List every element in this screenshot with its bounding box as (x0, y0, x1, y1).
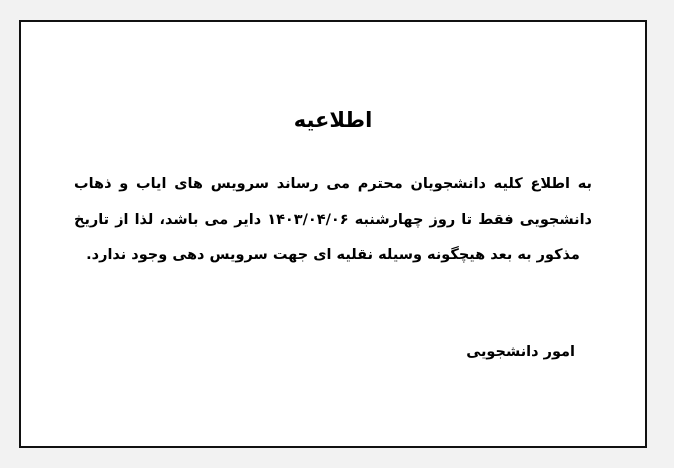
notice-sheet (19, 20, 647, 448)
notice-signature: امور دانشجویی (466, 344, 575, 360)
page-title: اطلاعیه (293, 108, 373, 132)
notice-body-text: به اطلاع کلیه دانشجویان محترم می رساند سرویس های ایاب و ذهاب دانشجویی فقط تا روز چهارشنبه ۱۴۰۳/۰۴/۰۶ دایر می باشد، لذا از تاریخ مذکور به بعد هیچگونه وسیله نقلیه ای جهت سرویس دهی وجود ندارد. (74, 176, 592, 264)
